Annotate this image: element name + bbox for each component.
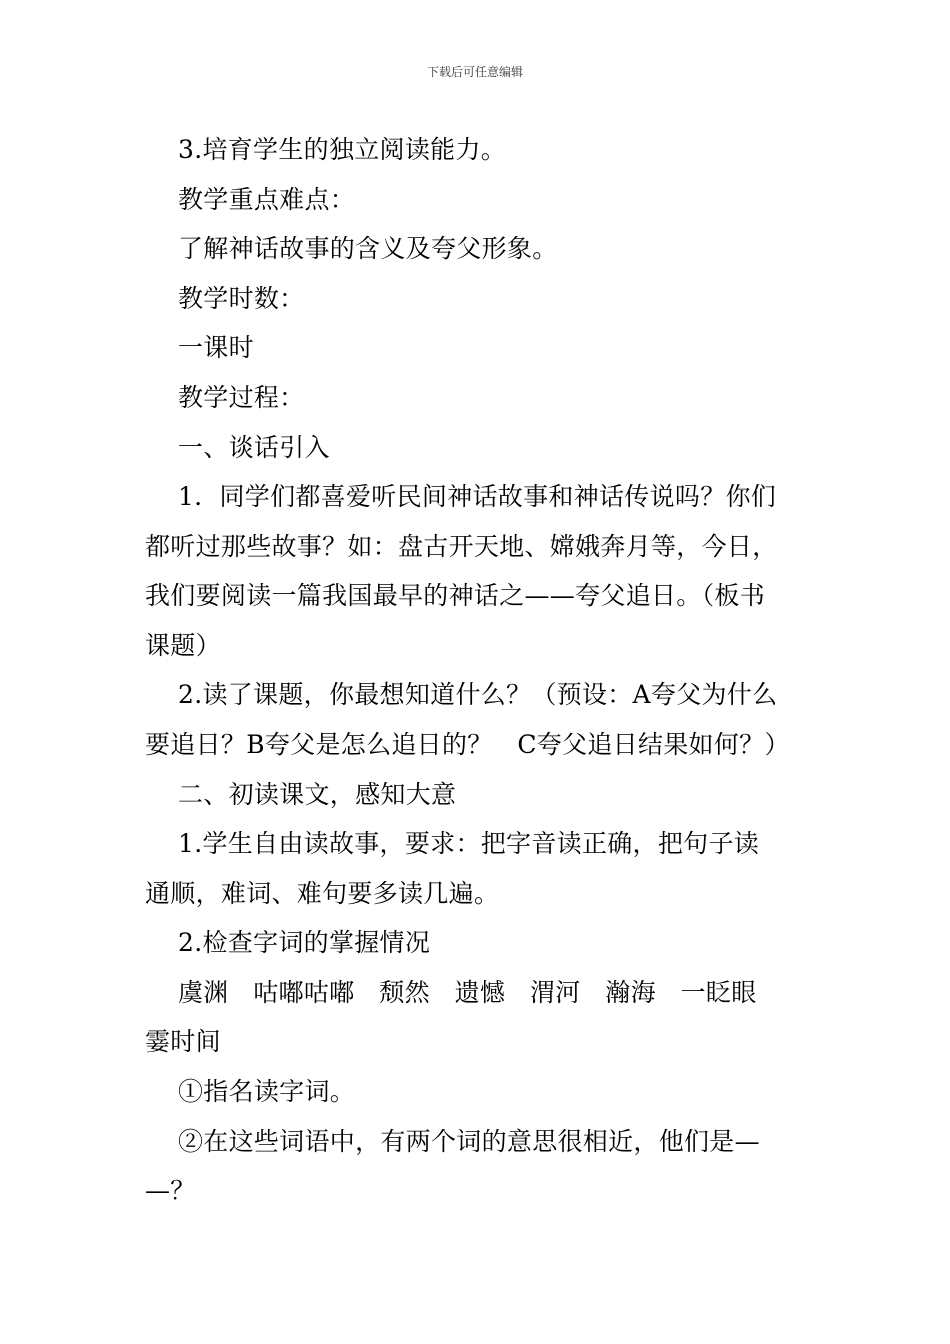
text-line: ①指名读字词。 [145, 1077, 356, 1106]
text-line: 教学重点难点： [145, 185, 356, 214]
text-line: 课题） [145, 631, 221, 660]
text-line: 二、初读课文，感知大意 [145, 780, 457, 809]
text-line: 虞渊 咕嘟咕嘟 颓然 遗憾 渭河 瀚海 一眨眼 [145, 978, 757, 1007]
text-line: 1.学生自由读故事，要求：把字音读正确，把句子读 [145, 829, 760, 858]
text-line: —？ [145, 1176, 196, 1205]
text-line: 我们要阅读一篇我国最早的神话之——夸父追日。（板书 [145, 581, 766, 610]
text-line: 一课时 [145, 333, 254, 362]
text-line: 一、谈话引入 [145, 433, 330, 462]
text-line: ②在这些词语中，有两个词的意思很相近，他们是— [145, 1127, 760, 1156]
text-line: 要追日？B夸父是怎么追日的？ C夸父追日结果如何？） [145, 730, 790, 759]
text-line: 2.读了课题，你最想知道什么？（预设：A夸父为什么 [145, 680, 778, 709]
text-line: 教学过程： [145, 383, 305, 412]
text-line: 教学时数： [145, 284, 305, 313]
page-header: 下载后可任意编辑 [426, 65, 523, 79]
text-line: 通顺，难词、难句要多读几遍。 [145, 879, 500, 908]
text-line: 1．同学们都喜爱听民间神话故事和神话传说吗？你们 [145, 482, 777, 511]
text-line: 2.检查字词的掌握情况 [145, 928, 431, 957]
text-line: 都听过那些故事？如：盘古开天地、嫦娥奔月等，今日， [145, 532, 778, 561]
text-line: 霎时间 [145, 1027, 221, 1056]
text-line: 了解神话故事的含义及夸父形象。 [145, 234, 558, 263]
text-line: 3.培育学生的独立阅读能力。 [145, 135, 507, 164]
